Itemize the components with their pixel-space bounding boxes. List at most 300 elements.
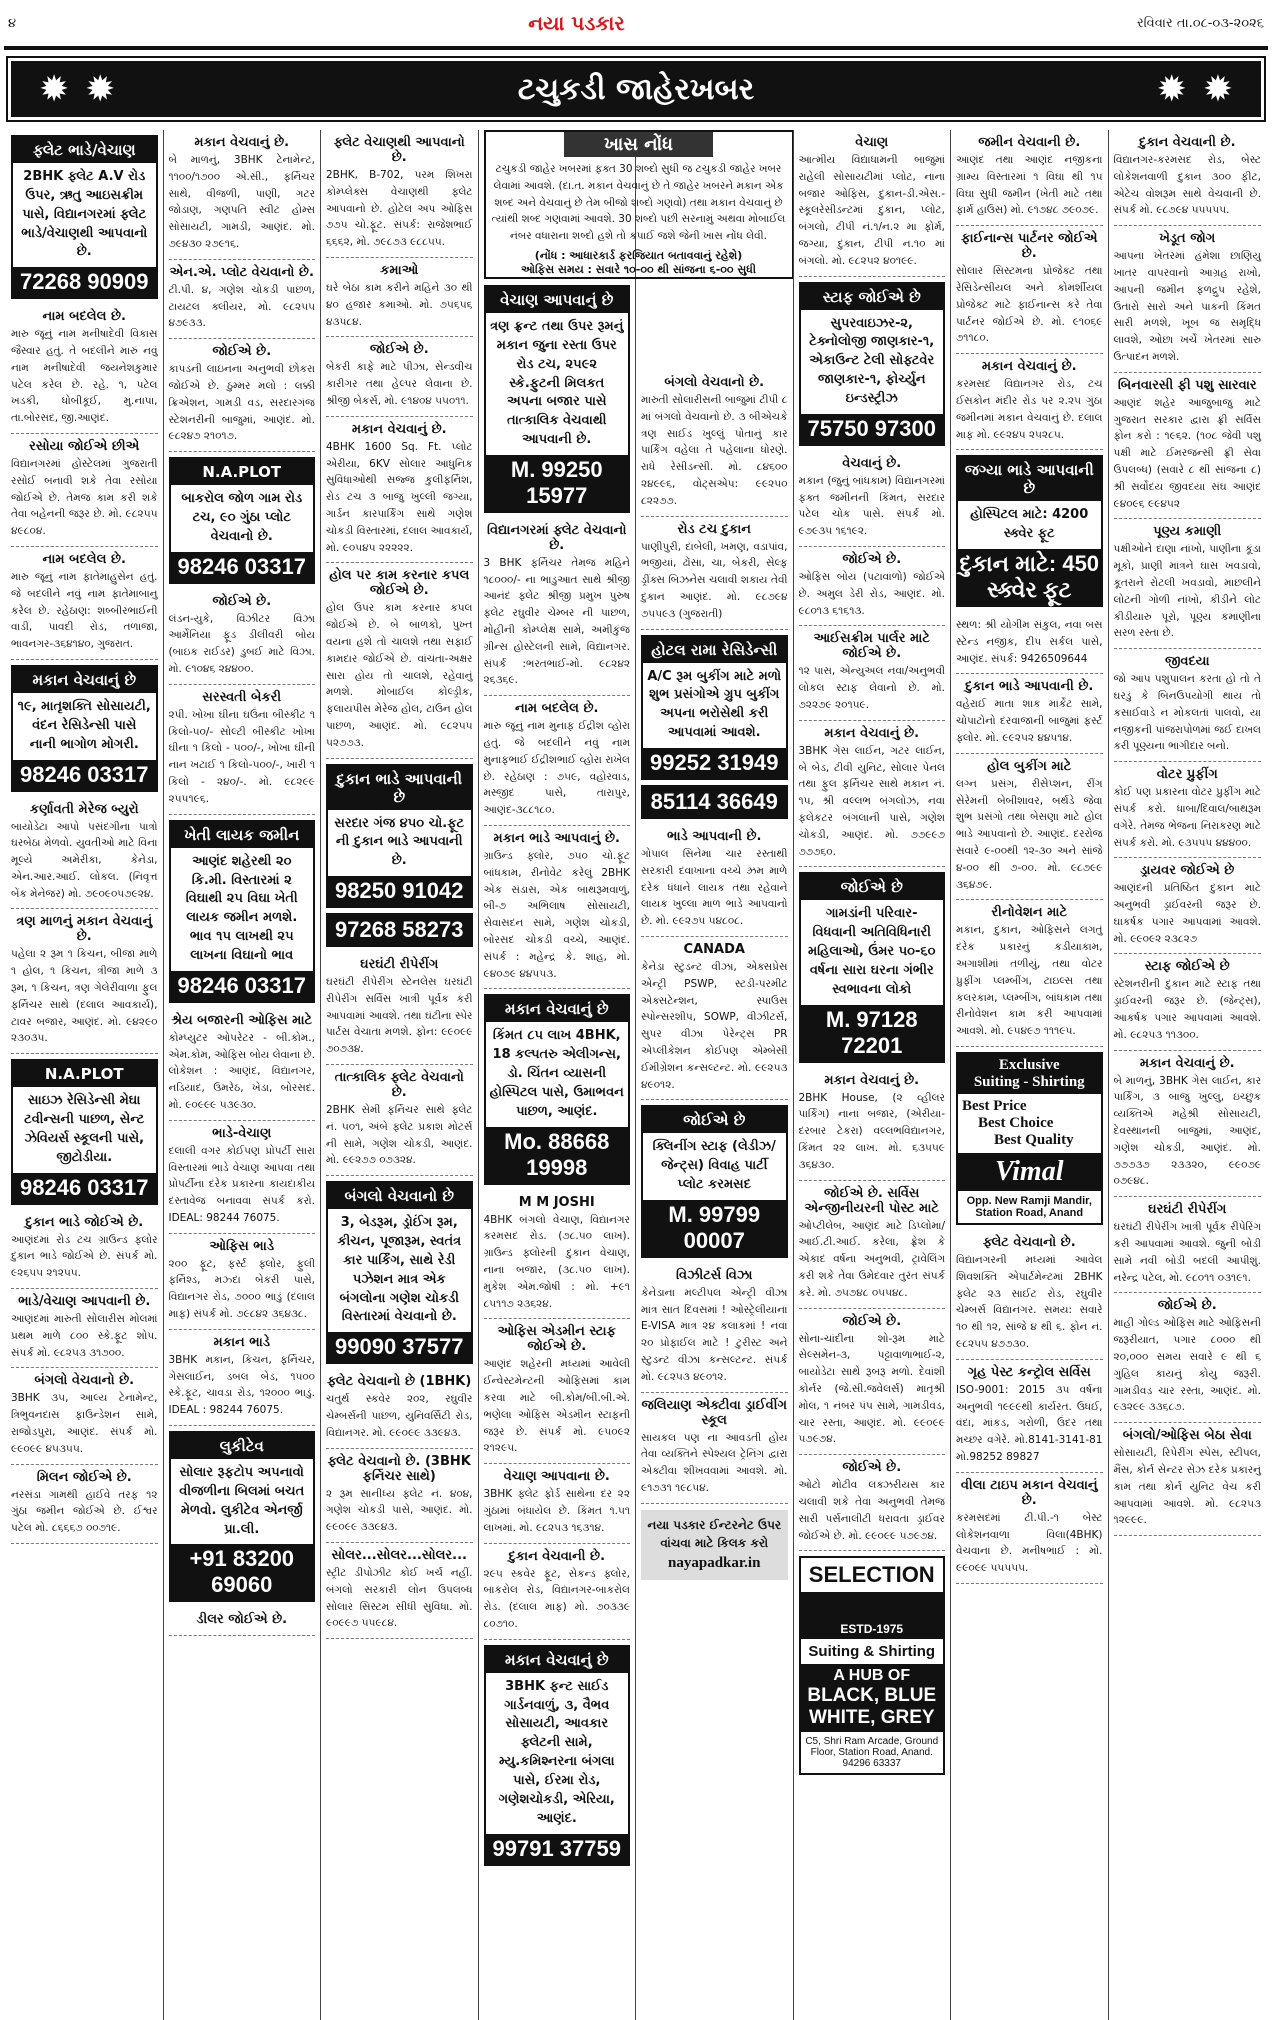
classified-ad — [169, 589, 316, 685]
classified-ad — [799, 1068, 946, 1181]
classified-ad — [326, 130, 473, 258]
ad-heading: N.A.PLOT — [13, 1061, 156, 1087]
ad-phone: 99252 31949 — [643, 748, 786, 778]
classified-ad — [799, 626, 946, 720]
ad-title: જોઈએ છે. — [842, 1460, 902, 1476]
ad-title: M M JOSHI — [518, 1194, 595, 1210]
ad-title: આઈસક્રીમ પાર્લર માટે જોઈએ છે. — [813, 631, 930, 662]
classified-ad — [11, 1368, 158, 1464]
ad-text: કોઈ પણ પ્રકારના વોટર પ્રુફીંગ માટે સંપર્ક કરો. ધાબા/દિવાલ/બાથરૂમ વગેરે. તેમજ ભેજના નિરાકરણ માટે સંપર્ક કરો. મો. ૯૩૫૫૫ ૪૪૪૦૦. — [1113, 786, 1261, 849]
ad-body: 3BHK ફન્ટ સાઈડ ગાર્ડનવાળું, ૩, વૈભવ સોસાયટી, આવકાર ફ્લેટની સામે, મ્યુ.કમિશ્નરના બંગલા પાસે, ઈરમા રોડ, ગણેશચોકડી, એરિયા, આણંદ. — [498, 1678, 615, 1826]
ad-text: ૨પી. ખોખા ઘીના ઘઉંના બીસ્કીટ ૧ કિલો-૫૦/- સોલ્ટી બીસ્કીટ ખોખા ઘીના ૧ કિલો - ૫૦૦/-, ખોખા ઘીની નાન ખટાઈ ૧ કિલો-૫૦૦/-, ખારી ૧ કિલો - ૨૪૦/-. મો. ૯૮૨૯૯ ૨૫૫૧૯૬. — [168, 708, 315, 805]
boxed-ad — [641, 785, 788, 819]
ad-text: ૨૦૦ ફૂટ, ફર્સ્ટ ફ્લોર, ફુલી ફર્નિશ્ડ, મઝ્દા બેકરી પાસે, વિદ્યાનગર રોડ, ૭૦૦૦ ભાડું (દલાલ માફ) સંપર્ક મો. ૭૯૮૪૨ ૩૬૪૩૮. — [168, 1257, 315, 1321]
ad-title: ભાડે/વેચાણ આપવાની છે. — [18, 1294, 151, 1310]
ad-title: નામ બદલેલ છે. — [515, 701, 599, 717]
ad-title: વેચાણ આપવાના છે. — [503, 1469, 610, 1485]
ad-text: આણંદમાં રોડ ટચ ગ્રાઉન્ડ ફ્લોર દુકાન ભાડે જોઈએ છે. સંપર્ક મો. ૯૨૬૫૫ ૨૧૨૫૫. — [11, 1233, 158, 1280]
ad-text: આણંદમાં મારુતી સોલારીસ મોલમાં પ્રથમ માળે ૮૦૦ સ્કે.ફૂટ શોપ. સંપર્ક મો. ૯૮૨૫૩ ૩૧૭૦૦. — [11, 1313, 158, 1359]
classified-ad — [1114, 373, 1262, 520]
ad-phone: 75750 97300 — [801, 414, 944, 444]
ad-phone: M. 99250 15977 — [486, 455, 629, 511]
boxed-ad — [326, 1181, 473, 1364]
classified-ad — [326, 1449, 473, 1543]
ad-text: ઓટો મોટીવ લક્ઝરીયસ કાર ચલાવી શકે તેવા અનુભવી તેમજ સારી પર્સનાલીટી ધરાવતા ડ્રાઈવર જોઈએ છે. મો. ૯૯૦૯૯ ૫૭૯૭૪. — [798, 1479, 945, 1542]
ad-text: કોમ્પ્યુટર ઓપરેટર - બી.કોમ., એમ.કોમ, ઓફિસ બોય લેવાના છે. લોકેશન : આણંદ, વિદ્યાનગર, નડિયાદ, ઉમરેઠ, ખેડા, બોરસદ. મો. ૯૦૯૯૯ ૫૩૯૩૦. — [168, 1031, 315, 1111]
ad-text: 4BHK બંગલો વેચાણ, વિદ્યાનગર કરમસદ રોડ. (૭૮.૫૦ લાખ). ગ્રાઉન્ડ ફ્લોરની દુકાન વેચાણ, નાના બજાર, (૩૮.૫૦ લાખ). મુકેશ એમ.જોષી : મો. +૯૧ ૮૫૧૧૭ ૨૩૬૨૪. — [483, 1213, 630, 1310]
classified-column — [6, 130, 164, 2020]
exclusive-line: Exclusive — [998, 1056, 1060, 1073]
suiting-line: Suiting - Shirting — [973, 1073, 1085, 1090]
ad-title: જોઈએ છે. — [369, 342, 429, 358]
ad-title: વોટર પ્રુફીંગ — [1156, 767, 1218, 783]
ad-title: મકાન વેચવાનું છે. — [824, 725, 920, 741]
brand-name: SELECTION — [808, 1562, 935, 1588]
classified-ad — [1114, 1423, 1262, 1536]
ad-text: જો આપ પશુપાલન કરતા હો તો તે ઘરડું કે બિનઉપયોગી થાય તો કસાઈવાડે ન મોકલતાં પાલવો, યા નજીકની પાંજરાપોળમાં જઈ દાખલ કરી પૂણ્યના ભાગીદાર બનો. — [1113, 673, 1261, 753]
classified-ad — [326, 337, 473, 416]
classified-ad — [11, 304, 158, 434]
ad-title: મકાન વેચવાનું છે. — [194, 135, 290, 150]
classified-ad — [11, 547, 158, 660]
ad-text: આણંદ શહેર આજુબાજુ માટે ગુજરાત સરકાર દ્વારા ફ્રી સર્વિસ ફોન કરો : ૧૯૬૨. (૧૦૮ જેવી પશુ પક્ષી માટે ઈમરજન્સી ફ્રી સેવા ઉપલબ્ધ) (સવારે ૮ થી સાંજના ૮) શ્રી સર્વોદય જીવદયા સંઘ આણંદ ૯૪૦૯૬ ૯૯૪૫૨ — [1113, 396, 1261, 510]
ad-title: બંગલો વેચવાનો છે. — [664, 375, 765, 390]
ad-text: આણંદ તથા આણંદ નજીકના ગ્રામ્ય વિસ્તારમાં ૧ વિઘા થી ૧૫ વિઘા સુધી જમીન (ખેતી માટે તથા ફાર્મ હાઉસ) મો. ૯૧૭૪૮ ૭૯૦૭૯. — [956, 154, 1103, 217]
section-banner — [6, 56, 1266, 122]
ad-heading: ખેતી લાયક જમીન — [171, 822, 314, 848]
ad-text: ઓપ્ટીલેબ, આણંદ માટે ડિપ્લોમા/આઈ.ટી.આઈ. કરેલા, ફ્રેશ કે એકાદ વર્ષના અનુભવી, ટ્રાવેલિંગ કરી શકે તેવા ઉમેદવાર તુરંત સંપર્ક કરે. મો. ૭૫૭૪૮ ૦૫૫૪૮. — [798, 1219, 945, 1299]
page-header — [0, 0, 1272, 46]
classified-ad — [326, 417, 473, 564]
classified-ad — [956, 754, 1103, 901]
ad-title: જોઈએ છે. — [842, 551, 902, 567]
brand-tagline: Suiting & Shirting — [808, 1643, 936, 1661]
ad-heading: મકાન વેચવાનું છે — [13, 667, 156, 693]
ad-text: સ્ટેશનરીની દુકાન માટે સ્ટાફ તથા ડ્રાઈવરની જરૂર છે. (જેન્ટ્સ), આકર્ષક પગાર આપવામાં આવશે. મો. ૯૮૨૫૩ ૧૧૩૦૦. — [1113, 978, 1261, 1041]
ad-heading: હોટલ રામા રેસિડેન્સી — [643, 637, 786, 663]
best-line: Best Choice — [978, 1114, 1054, 1131]
ad-phone: +91 83200 69060 — [171, 1544, 314, 1600]
ad-title: ફ્લેટ વેચવાનો છે. — [982, 1234, 1076, 1250]
boxed-ad — [11, 665, 158, 792]
ad-text: વિદ્યાનગરની મધ્યમાં આવેલ શિવશક્તિ એપાર્ટમેન્ટમાં 2BHK ફ્લેટ ૨૩ સાઈટ રોડ, રઘુવીર ચેમ્બર્સ વિદ્યાનગર. સમય: સવારે ૧૦ થી ૧૨, સાંજે ૪ થી ૬. ફોન નં. ૯૮૨૫૫ ૪૭૭૩૦. — [956, 1253, 1103, 1350]
ad-title: ઘરઘંટી રીપેરીંગ — [360, 957, 439, 973]
ad-title: ગૃહ પેસ્ટ કન્ટ્રોલ સર્વિસ — [967, 1364, 1091, 1380]
ad-text: ચતુર્થ સ્કવેર ૨૦૨, રઘુવીર ચેમ્બર્સની પાછળ, યુનિવર્સિટી રોડ, વિદ્યાનગર. મો. ૯૯૦૯૯ ૩૩૯૪૩. — [326, 1393, 473, 1439]
brand-address: Opp. New Ramji Mandir, Station Road, Anand — [966, 1194, 1092, 1219]
ad-title: CANADA — [683, 941, 745, 957]
classified-ad — [799, 451, 946, 547]
ad-title: સોલર...સોલર...સોલર... — [331, 1548, 467, 1564]
classified-ad — [956, 900, 1103, 1047]
ad-text: ગ્રાઉન્ડ ફ્લોર, ૭૫૦ ચો.ફૂટ બાંધકામ, રીનોવેટ કરેલું 2BHK એક સંડાસ, એક બાથરૂમવાળું, બી-૭ અભિલાષ સોસાયટી, સેવાસદન સામે, ગણેશ ચોકડી, બોરસદ ચોકડી વચ્ચે, આણંદ. સંપર્ક : મહેન્દ્ર કે. શાહ, મો. ૯૪૦૭૯ ૪૪૫૫૩. — [483, 850, 630, 980]
ad-text: કરમસદ વિદ્યાનગર રોડ, ટચ ઈસકોન મંદીર રોડ પર ૨.૨૫ ગુંઠા જમીનમાં મકાન વેચવાનું છે. દલાલ માફ મો. ૯૯૨૪૫ ૨૫૨૮૫. — [956, 378, 1103, 441]
colors-line: BLACK, BLUE — [807, 1685, 937, 1707]
ad-title: મકાન વેચવાનું છે. — [824, 1072, 920, 1088]
ad-phone: 99791 37759 — [486, 1834, 629, 1864]
ad-text: આપના ખેતરમાં હંમેશા છાણિયુ ખાતર વાપરવાનો આગ્રહ રાખો, આપની જમીન ફળદ્રુપ રહેશે, ઉતારો સારો અને પાકની કિંમત સારી મળશે, ખૂબ જ સમૃદ્ધિ લાવશે, ઓછા ખર્ચે ખેતરમાં સારુ ઉત્પાદન મળશે. — [1113, 250, 1261, 363]
ad-text: ગોપાલ સિનેમા ચાર રસ્તાથી સરકારી દવાખાના વચ્ચે ઝ્રમ માળે દરેક ધંધાને લાયક તથા રહેવાને લાયક ખુલ્લા માળ ભાડે આપવાનો છે. મો. ૯૯૨૭૫ ૫૪૮૦૮. — [641, 847, 788, 928]
ad-body: ક્લિનીંગ સ્ટાફ (લેડીઝ/જેન્ટ્સ) વિવાહ પાર્ટી પ્લોટ કરમસદ — [652, 1139, 776, 1192]
ad-heading: લુકીટેવ — [171, 1433, 314, 1459]
ad-title: ઓફિસ ભાડે — [209, 1238, 275, 1254]
notice-title: ખાસ નોંધ — [564, 132, 713, 157]
ad-title: વિદ્યાનગરમાં ફ્લેટ વેચવાનો છે. — [487, 522, 627, 553]
ad-text: 3BHK મકાન, કિચન, ફર્નિચર, ગેસલાઈન, ડબલ બેડ, ૧૫૦૦ સ્કે.ફૂટ, ચાવડા રોડ, ૧૨૦૦૦ ભાડું. IDEAL : 98244 76075. — [168, 1353, 315, 1417]
classifieds-columns — [6, 130, 1266, 2020]
classified-ad — [326, 952, 473, 1065]
ad-phone: Mo. 88668 19998 — [486, 1127, 629, 1183]
ad-title: જોઈએ છે. સર્વિસ એન્જીનીયરની પોસ્ટ માટે — [804, 1185, 939, 1216]
classified-column — [951, 130, 1109, 2020]
ad-heading: મકાન વેચવાનું છે — [486, 996, 629, 1022]
ad-title: જોઈએ છે. — [212, 593, 272, 609]
ad-body: કિંમત ૮૫ લાખ 4BHK, 18 કલ્પતરુ એલીગન્સ, ડો. ચિંતન વ્યાસની હોસ્પિટલ પાસે, ઉમાભવન પાછળ, આણંદ. — [489, 1028, 624, 1119]
classified-column — [321, 130, 479, 2020]
page-number: ૪ — [8, 15, 17, 31]
exclusive-block — [958, 1054, 1101, 1094]
ad-text: નરસંડા ગામથી હાઈવે તરફ ૧૨ ગુંઠા જમીન જોઈએ છે. ઈશ્વર પટેલ મો. ૮૬૬૬૭ ૦૦૭૧૯. — [11, 1488, 158, 1535]
ad-text: ૨૯૫ સ્કવેર ફૂટ, સેકન્ડ ફ્લોર, બાકરોલ રોડ, વિદ્યાનગર-બાકરોલ રોડ. (દલાલ માફ) મો. ૭૦૩૩૯ ૮૦૭૧૦. — [483, 1567, 630, 1630]
ad-text: આણંદ શહેરની મધ્યમાં આવેલી ઈન્વેસ્ટમેન્ટની ઓફિસમાં કામ કરવા માટે બી.કોમ/બી.બી.એ. ભણેલા ઓફિસ એડમીન સ્ટાફની જરૂર છે. સંપર્ક મો. ૯૫૦૯૨ ૨૧૨૯૫. — [483, 1358, 630, 1455]
starburst-icon: ✹ — [1156, 68, 1187, 110]
ad-text: ઘરઘંટી રીપેરીંગ સ્ટેનલેસ ઘરઘંટી રીપેરીંગ સર્વિસ ખાત્રી પૂર્વક કરી આપવામાં આવશે. તથા ઘંટીના સ્પેર પાર્ટસ વેચાતા મળશે. ફોન: ૯૯૦૯૯ ૭૦૭૩૪. — [326, 976, 473, 1056]
classified-ad — [11, 1289, 158, 1368]
ad-text: કાપડની લાઇનના અનુભવી છોકરા જોઈએ છે. ઠુમ્મર મલો : લક્કી ક્રિએશન, ગામડી વડ, સરદારગંજ સ્ટેશનરીની બાજુમાં, આણંદ. મો. ૯૮૨૪૭ ૨૧૦૧૭. — [168, 363, 315, 443]
starburst-icon: ✹ — [39, 68, 70, 110]
notice-aadhar: (નોંધ : આધારકાર્ડ ફરજિયાત બતાવવાનું રહેશે) — [534, 248, 743, 262]
ad-text: મારુ જૂનું નામ મુનાફ ઈદ્રીશ વ્હોરા હતું. જે બદલીને નવું નામ મુનાફભાઈ ઈદ્રીશભાઈ વ્હોરા રાખેલ છે. રહેઠાણ : ૭૫૯, વહોરવાડ, મસ્જીદ પાસે, તારાપુર, આણંદ-૩૮૮૧૮૦. — [483, 720, 630, 817]
ad-heading: બંગલો વેચવાનો છે — [328, 1183, 471, 1209]
ad-title: રોડ ટચ દુકાન — [677, 521, 751, 537]
ad-title: ફ્લેટ વેચવાનો છે. (3BHK ફર્નિચર સાથે) — [327, 1453, 471, 1484]
classified-ad — [641, 1393, 788, 1504]
classified-ad — [11, 1465, 158, 1544]
classified-ad — [484, 518, 631, 696]
classified-ad — [1114, 1293, 1262, 1423]
ad-text: 2BHK સેમી ફર્નિચર સાથે ફ્લેટ નં. ૫૦૧, અંબે ફ્લેટ પ્રકાશ મોટર્સ ની સામે, ગણેશ ચોકડી, આણંદ. મો. ૯૯૨૭૭ ૦૭૩૨૪. — [326, 1104, 473, 1167]
classified-ad — [484, 826, 631, 989]
ad-heading: જગ્યા ભાડે આપવાની છે — [958, 457, 1101, 501]
ad-text: સાયકલ પણ ના આવડતી હોય તેવા વ્યક્તિને સ્પેશ્યલ ટ્રેનિંગ દ્વારા એક્ટીવા શીખવવામાં આવશે. મો. ૯૧૭૩૧ ૧૯૮૫૪. — [641, 1431, 788, 1494]
ad-text: સ્ટ્રીટ ડીપોઝીટ કોઈ ખર્ચ નહીં. બંગલો સરકારી લોન ઉપલબ્ધ સોલાર સિસ્ટમ સીધી સુવિધા. મો. ૯૦૯૯૭ ૫૫૯૮૪. — [326, 1567, 473, 1630]
classified-ad — [11, 797, 158, 910]
classified-ad — [169, 339, 316, 452]
ad-title: મકાન ભાડે આપવાનું છે. — [493, 831, 620, 847]
ad-text: બાયોડેટા આપો પસંદગીના પાત્રો ઘરબેઠા મેળવો. યુવતીઓ માટે વિના મૂલ્યે અમેરીકા, કેનેડા, એન.આર.આઈ. લોકલ. (નિવૃત્ત બેંક મેનેજર) મો. ૭૯૦૯૦૫૭૯૨૪. — [11, 820, 158, 900]
ad-text: સ્થળ: શ્રી યોગીમ સંકુલ, નવા બસ સ્ટેન્ડ નજીક, દીપ સર્કલ પાસે, આણંદ. સંપર્ક: 9426509644 — [956, 619, 1103, 665]
ad-title: ફ્લેટ વેચાણથી આપવાનો છે. — [333, 135, 465, 165]
classified-ad — [956, 1473, 1103, 1584]
ad-title: વીલા ટાઇપ મકાન વેચવાનું છે. — [960, 1477, 1098, 1508]
ad-title: દુકાન ભાડે આપવાની છે. — [965, 679, 1094, 695]
ad-heading: સ્ટાફ જોઈએ છે — [801, 284, 944, 310]
classified-ad — [1114, 762, 1262, 858]
classified-ad — [956, 674, 1103, 753]
ad-text: 3 BHK ફર્નિચર તેમજ મહિને ૧૮૦૦૦/- ના ભાડુઆત સાથે શ્રીજી આનંદ ફ્લેટ શ્રીજી પ્રમુખ પુરુષ ફ્લેટ રઘુવીર ચેમ્બર ની પાછળ, મોહીની કોમ્પ્લેક્ષ સામે, અમીકુંજ ગ્રીન્સ હોસ્ટેલની સામે, વિદ્યાનગર. સંપર્ક :ભરતભાઈ-મો. ૯૮૨૪૨ ૨૬૩૬૯. — [483, 556, 630, 687]
boxed-ad — [799, 282, 946, 446]
classified-ad — [169, 685, 316, 815]
ad-heading: દુકાન ભાડે આપવાની છે — [328, 766, 471, 810]
ad-text: 3BHK ૩૫, આલ્ય ટેનામેન્ટ, ત્રિભુવનદાસ ફાઉન્ડેશન સામે, રાજોડપુરા, આણંદ. સંપર્ક મો. ૯૯૦૯૯ ૪૫૩૫૫. — [11, 1392, 158, 1455]
ad-phone: M. 99799 00007 — [643, 1200, 786, 1256]
classified-ad — [11, 434, 158, 547]
starburst-icon: ✹ — [85, 68, 116, 110]
ad-text: કેનેડા સ્ટુડન્ટ વીઝા, એક્સપ્રેસ એન્ટ્રી PSWP, સ્ટડી-પરમીટ એક્સટેન્શન, સ્પાઉસ સ્પોન્સરશીપ, SOWP, વીઝીટર્સ, સુપર વીઝા પેરેન્ટ્સ PR એપ્લીકેશન કોઈપણ એમ્બેસી ઈમીગ્રેશન કન્સલ્ટન્ટ. મો. ૯૯૨૫૩ ૪૯૦૧૨. — [641, 960, 788, 1091]
vimal-logo: Vimal — [958, 1153, 1101, 1191]
ad-phone: 98246 03317 — [171, 552, 314, 582]
classified-ad — [641, 370, 788, 517]
ad-body: સોલાર રૂફટોપ અપનાવો વીજળીના બિલમાં બચત મેળવો. લુકીટેવ એનર્જી પ્રા.લી. — [179, 1465, 305, 1537]
ad-text: સોના-ચાંદીના શો-રૂમ માટે સેલ્સમેન-૩, પટ્ટાવાળાભાઈ-૨, બાયોડેટા સાથે રૂબરૂ મળો. દેવાંશી કોર્નર (જે.સી.જવેલર્સ) માતૃશ્રી મોલ, ૧ નંબર પંપ સામે, ગામડીવડ, ચાર રસ્તા, આણંદ. મો. ૯૯૦૯૯ ૫૭૯૭૪. — [798, 1332, 945, 1446]
ad-title: બંગલો વેચવાનો છે. — [34, 1373, 135, 1389]
classified-ad — [484, 1190, 631, 1320]
ad-text: ઘરઘંટી રીપેરીંગ ખાત્રી પૂર્વક રીપેરિંગ કરી આપવામાં આવશે. જુની બોડી સામે નવી બોડી બદલી આપીશું. નરેન્દ્ર પટેલ, મો. ૯૮૦૧૧ ૦૩૧૯૧. — [1113, 1221, 1261, 1284]
ad-title: જીવદયા — [1164, 654, 1210, 670]
ad-title: ત્રણ માળનું મકાન વેચવાનું છે. — [16, 914, 153, 945]
ad-text: ઘરે બેઠા કામ કરીને મહિને ૩૦ થી ૪૦ હજાર કમાઓ. મો. ૭૫૬૫૬ ૪૩૫૮૪. — [326, 281, 473, 328]
ad-text: દલાલી વગર કોઈપણ પ્રોપર્ટી સારા વિસ્તારમાં ભાડે વેચાણ આપવા તથા પ્રોપર્ટીના દરેક પ્રકારના કાયદાકીય દસ્તાવેજ બનાવવા સંપર્ક કરો. IDEAL: 98244 76075. — [168, 1144, 315, 1224]
ad-heading: મકાન વેચવાનું છે — [486, 1647, 629, 1673]
ad-title: દુકાન ભાડે જોઈએ છે. — [25, 1214, 144, 1230]
classified-ad — [1114, 226, 1262, 373]
ad-text: ISO-9001: 2015 ૩૫ વર્ષના અનુભવી ૧૯૯૯થી કાર્યરત. ઉધઈ, વંદા, માંકડ, ગરોળી, ઉંદર તથા મચ્છર વગેરે. મો.8141-3141-81 મો.98252 89827 — [956, 1383, 1103, 1463]
ad-title: વેચાણ — [855, 135, 889, 150]
classified-ad — [1114, 649, 1262, 762]
classified-ad — [169, 1008, 316, 1121]
ad-title: નામ બદલેલ છે. — [42, 551, 126, 567]
ad-text: ઓફિસ બોય (પટાવાળો) જોઈએ છે. અમુલ ડેરી રોડ, આણંદ. મો. ૯૮૦૧૩ ૬૧૬૧૩. — [798, 570, 945, 617]
classified-ad — [956, 354, 1103, 450]
ad-title: પૂણ્ય કમાણી — [1153, 524, 1222, 540]
ad-text: મકાન (જુનું બાંધકામ) વિદ્યાનગરમાં ફક્ત જમીનની કિંમત, સરદાર પટેલ ચોક પાસે. સંપર્ક મો. ૯૭૯૩૫ ૧૬૧૯૨. — [798, 474, 945, 538]
ad-title: વેચવાનું છે. — [842, 455, 902, 471]
boxed-ad — [799, 872, 946, 1062]
ad-title: કમાઓ — [380, 262, 419, 278]
classified-ad — [169, 1607, 316, 1636]
ad-text: પાણીપુરી, દાબેલી, ખમણ, વડાપાંવ, ભજીયાં, ઢોંસા, ચા, બેકરી, સેલ્ફ ડ્રીંક્સ બિઝનેસ ચલાવી શકાય તેવી દુકાન આણંદ. મો. ૯૮૭૯૪ ૭૫૫૯૩ (ગુજરાતી) — [641, 540, 788, 620]
ad-title: નામ બદલેલ છે. — [42, 309, 126, 325]
classified-ad — [169, 1234, 316, 1330]
ad-title: બંગલો/ઓફિસ બેઠા સેવા — [1122, 1428, 1252, 1444]
ad-text: ૨ રૂમ સાનીધ્ય ફ્લેટ નં. ૪૦૪, ગણેશ ચોકડી પાસે, આણંદ. મો. ૯૯૦૯૯ ૩૩૯૪૩. — [326, 1487, 473, 1534]
ad-text: 3BHK ગેસ લાઈન, ગટર લાઈન, બે બેડ, ટીવી યુનિટ, સોલાર પેનલ તથા ફુલ ફર્નિચર સાથે મકાન નં. ૧૫, શ્રી વલ્લભ બંગલોઝ, નવા ફલેકટર બંગલાની પાસે, ગણેશ ચોકડી, આણંદ. મો. ૭૭૯૯૭ ૭૭૭૬૦. — [798, 744, 945, 858]
best-block — [958, 1094, 1101, 1153]
boxed-ad — [11, 135, 158, 299]
header-rule — [4, 46, 1268, 50]
ad-body: ગામડાંની પરિવાર-વિધવાની અતિવિધિનારી મહિલાઓ, ઉંમર ૫૦-૬૦ વર્ષના સારા ઘરના ગંભીર સ્વભાવના લોકો — [808, 906, 936, 997]
ad-title: મકાન વેચવાનું છે. — [351, 421, 447, 437]
ad-body: હોસ્પિટલ માટે: 4200 સ્ક્વેર ફૂટ — [970, 507, 1089, 542]
ad-body: 3, બેડરૂમ, ડ્રોઈંગ રૂમ, કીચન, પૂજારૂમ, સ્વતંત્ર કાર પાર્કિંગ, સાથે રેડી પઝેશન માત્ર એક બંગલોના ગણેશ ચોકડી વિસ્તારમાં વેચવાનો છે. — [337, 1215, 462, 1325]
classified-ad — [484, 1464, 631, 1543]
ad-title: વિઝીટર્સ વિઝા — [676, 1267, 753, 1283]
starburst-icon: ✹ — [1202, 68, 1233, 110]
ad-heading: N.A.PLOT — [171, 459, 314, 485]
ad-title: ઓફિસ એડમીન સ્ટાફ જોઈએ છે. — [497, 1324, 616, 1355]
ad-title: સ્ટાફ જોઈએ છે — [1144, 959, 1230, 975]
ad-title: ભાડે આપવાની છે. — [667, 828, 762, 844]
ad-text: મારુતી સોલારીસની બાજુમાં ટીપી ૮ માં બંગલો વેચવાનો છે. ૩ બીએચકે ત્રણ સાઈડ ખુલ્લું પોતાનું કાર પાર્કિંગ વહેલા તે પહેલાના ધોરણે. રાધે રેસીડન્સી. મો. ૮૪૬૦૦ ૨૪૯૯૬, વોટ્સએપ: ૯૯૨૫૦ ૮૨૨૭૭. — [641, 394, 788, 507]
ad-phone: 97268 58273 — [328, 915, 471, 945]
boxed-ad — [169, 820, 316, 1003]
classified-ad — [1114, 130, 1262, 226]
classified-ad — [11, 1210, 158, 1289]
website-link[interactable]: nayapadkar.in — [668, 1554, 761, 1571]
selection-ad — [799, 1556, 946, 1775]
classified-ad — [641, 1263, 788, 1393]
boxed-ad — [956, 455, 1103, 607]
ad-title: દુકાન વેચવાની છે. — [508, 1548, 606, 1564]
ad-body: ત્રણ ફ્રન્ટ તથા ઉપર રૂમનું મકાન જુના રસ્તા ઉપર રોડ ટચ, ૨૫૯૨ સ્કે.ફુટની મિલકત અપના બજાર પાસે તાત્કાલિક વેચવાથી આપવાની છે. — [490, 318, 624, 448]
ad-title: મકાન વેચવાનું છે. — [1139, 1055, 1235, 1071]
hub-label: A HUB OF — [833, 1667, 911, 1685]
ad-title: તાત્કાલિક ફ્લેટ વેચવાનો છે. — [334, 1070, 464, 1101]
ad-text: મારુ જૂનું નામ મનીષાદેવી વિકાસ જૈસ્વાર હતું. તે બદલીને મારું નવું નામ મનીષાદેવી જયનેશકુમાર પટેલ કરેલ છે. રહે. ૧, પટેલ ખડકી, ધોબીકૂઈ, મુ.નાપા, તા.બોરસદ, જી.આણંદ. — [11, 328, 158, 425]
ad-title: રીનોવેશન માટે — [991, 905, 1068, 921]
classified-ad — [1114, 858, 1262, 954]
classified-ad — [484, 1319, 631, 1464]
ad-body: સુપરવાઇઝર-૨, ટેક્નોલોજી જાણકાર-૧, એકાઉન્ટ ટેલી સોફ્ટવેર જાણકાર-૧, ફોર્ચ્યુન ઇન્ડસ્ટ્રીઝ — [809, 315, 935, 406]
classified-ad — [326, 1065, 473, 1176]
ad-phone: 85114 36649 — [643, 787, 786, 817]
notice-office-timing: ઓફિસ સમય : સવારે ૧૦-૦૦ થી સાંજના ૬-૦૦ સુધી — [520, 262, 757, 276]
boxed-ad — [169, 457, 316, 584]
issue-date: રવિવાર તા.૦૮-૦૩-૨૦૨૬ — [1136, 15, 1264, 31]
ad-text: વિદ્યાનગર-કરમસદ રોડ, બેસ્ટ લોકેશનવાળી દુકાન ૩૦૦ ફીટ, એટેચ વોશરૂમ સાથે વેચવાની છે. સંપર્ક મો. ૯૮૭૯૪ ૫૫૫૫૫. — [1113, 154, 1261, 217]
website-promo — [641, 1510, 788, 1581]
classified-ad — [1114, 519, 1262, 649]
classified-ad — [484, 1544, 631, 1640]
ad-title: જમીન વેચવાની છે. — [978, 135, 1081, 150]
ad-phone: 98250 91042 — [328, 876, 471, 906]
ad-body: ૧૯, માતૃશક્તિ સોસાયટી, વંદન રેસિડેન્સી પાસે નાની ભાગોળ મોગરી. — [17, 698, 151, 752]
boxed-ad — [326, 764, 473, 909]
classified-ad — [326, 1543, 473, 1639]
ad-title: જલિયાણ એક્ટીવા ડ્રાઈવીંગ સ્કૂલ — [641, 1397, 787, 1428]
ad-text: પહેલા ૨ રૂમ ૧ કિચન, બીજા માળે ૧ હોલ, ૧ કિચન, ત્રીજા માળે ૩ રૂમ, ૧ કિચન, ત્રણ ગેલેરીવાળા ફુલ ફર્નિચર સાથે (દલાલ આવકાર્ય), ટાવર બજાર, આણંદ. મો. ૯૪૨૯૦ ૨૩૦૩૫. — [11, 948, 158, 1045]
ad-title: ઘરઘંટી રીપેરીંગ — [1148, 1202, 1227, 1218]
classified-ad — [1114, 954, 1262, 1050]
ad-text: બેકરી કાફે માટે પીઝા, સેન્ડવીચ કારીગર તથા હેલ્પર લેવાના છે. શ્રીજી બેકર્સ, મો. ૯૧૪૦૪ ૫૫૦૧૧. — [326, 361, 473, 407]
boxed-ad — [484, 1645, 631, 1866]
ad-phone: દુકાન માટે: 450 સ્ક્વેર ફૂટ — [958, 549, 1101, 605]
ad-title: ફાઈનાન્સ પાર્ટનર જોઈએ છે. — [961, 231, 1098, 262]
ad-title: મિલન જોઈએ છે. — [36, 1469, 132, 1485]
ad-title: હોલ પર કામ કરનાર કપલ જોઈએ છે. — [329, 568, 470, 599]
best-line: Best Quality — [994, 1131, 1074, 1148]
boxed-ad — [641, 1105, 788, 1258]
section-title: ટચુકડી જાહેરખબર — [517, 71, 755, 107]
ad-text: વહેરાઈ માતા શાક માર્કેટ સામે, ચોપાટોનો દરવાજાની બાજુમાં ફર્સ્ટ ફ્લોર. મો. ૯૯૨૫૨ ૪૪૫૧૪. — [956, 698, 1103, 745]
classified-ad — [641, 937, 788, 1100]
classified-ad — [326, 258, 473, 337]
classified-ad — [1114, 1051, 1262, 1198]
classified-ad — [326, 1369, 473, 1448]
ad-title: સરસ્વતી બેકરી — [202, 689, 282, 705]
ad-text: 3BHK ફ્લેટ ફોર્ડ સાથેના દર ૨૨ ગુંઠામાં બંધાયેલ છે. કિંમત ૧.૫૧ લાખમાં. મો. ૯૮૨૫૩ ૧૬૩૧૪. — [483, 1488, 630, 1534]
ad-text: લંડન-યુકે, વિઝીટર વિઝા આર્મેનિયા ફૂડ ડીલીવરી બોય (બાઇક રાઈડર) ડુબઈ માટે વિઝા. મો. ૯૧૦૪૬ ૨૪૪૦૦. — [168, 612, 315, 676]
ad-text: વિદ્યાનગરમાં હોસ્ટેલમાં ગુજરાતી રસોઈ બનાવી શકે તેવા રસોયા જોઈએ છે. તેમજ કામ કરી શકે તેવા બહેનની જરૂર છે. મો. ૯૮૨૫૫ ૪૯૮૦૪. — [11, 458, 158, 538]
ad-title: રસોયા જોઈએ છીએ — [29, 439, 140, 454]
ad-text: ટી.પી. ૪, ગણેશ ચોકડી પાછળ, ટાયટલ ક્લીયર, મો. ૯૮૨૫૫ ૪૭૯૩૩. — [168, 283, 315, 330]
promo-text: નયા પડકાર ઈન્ટરનેટ ઉપર વાંચવા માટે કિલક કરો — [647, 1517, 782, 1550]
classified-ad — [799, 1309, 946, 1456]
ad-phone: 98246 03317 — [13, 1173, 156, 1203]
ad-title: ખેડૂત જોગ — [1159, 231, 1216, 247]
classified-ad — [641, 517, 788, 630]
classified-ad — [799, 1181, 946, 1309]
notice-spacer — [641, 130, 788, 370]
ad-text: મારુ જૂનું નામ ફાતેમાહુસેન હતું. જે બદલીને નવું નામ ફાતેમાબાનુ કરેલ છે. રહેઠાણ: શબ્બીરભાઈની વાડી, પાવદી રોડ, તળાજા, ભાવનગર-૩૬૪૧૪૦, ગુજરાત. — [11, 570, 158, 651]
boxed-ad — [169, 1431, 316, 1602]
ad-body: 2BHK ફ્લેટ A.V રોડ ઉપર, ઋતુ આઇસક્રીમ પાસે, વિદ્યાનગરમાં ફ્લેટ ભાડે/વેચાણથી આપવાનો છે. — [21, 169, 148, 260]
ad-text: માહી ગોલ્ડ ઓફિસ માટે ઓફિસની જરૂરીયાત, પગાર ૮૦૦૦ થી ૨૦,૦૦૦ સમય સવારે ૯ થી ૬ ગુહિલ કાયનું કોયુ જરૂરી. ગામડીવડ ચાર રસ્તા, આણંદ. મો. ૯૩૨૯૯ ૩૩૬૮૭. — [1113, 1317, 1261, 1414]
classified-ad — [956, 130, 1103, 226]
boxed-ad — [11, 1059, 158, 1204]
ad-text: હોલ ઉપર કામ કરનાર કપલ જોઈએ છે. બે બાળકો, પુખ્ત વયના હશે તો ચાલશે તથા સફાઈ કામદાર જોઈએ છે. વાંચતા-અક્ષર સારા હોય તો ચાલશે, રહેવાનું મળશે. મોબાઈલ કોલ્ડ્રીક, ફલાયપીસ મેરેજ હોલ, ટાઉન હોલ પાછળ, આણંદ. મો. ૯૮૨૫૫ ૫૨૭૭૩. — [326, 602, 473, 749]
classified-ad — [799, 721, 946, 868]
ad-heading: ફ્લેટ ભાડે/વેચાણ — [13, 137, 156, 163]
ad-title: જોઈએ છે. — [212, 344, 272, 360]
vimal-ad — [956, 1052, 1103, 1225]
ad-text: મકાન, દુકાન, ઓફિસને લગતું દરેક પ્રકારનું કડીયાકામ, અગાશીમાં તળીયું, તથા વોટર પ્રુફીંગ પ્લમ્બીંગ, ટાઇલ્સ તથા કલરકામ, પ્લમ્બીંગ, બાંધકામ તથા રીનોવેશન કામ કરી આપવામાં આવશે. મો. ૯૫૪૯૭ ૧૧૧૯૫. — [956, 924, 1103, 1038]
classified-ad — [169, 1121, 316, 1234]
ad-title: ફ્લેટ વેચવાનો છે (1BHK) — [327, 1374, 472, 1390]
classified-ad — [169, 1330, 316, 1426]
ad-text: સોસાયટી, રિપેરીંગ સ્પેસ, સ્ટીપલ, મૈંસ, કોર્ન સેન્ટર સેઝ દરેક પ્રકારનું કામ તથા કોર્ન યુનિટ વેચ કરી આપવામાં આવશે. મો. ૯૮૨૫૩ ૧૨૯૯૯. — [1113, 1447, 1261, 1527]
classified-ad — [11, 909, 158, 1054]
classified-ad — [956, 1230, 1103, 1360]
brand-estd: ESTD-1975 — [801, 1592, 944, 1639]
ad-text: પક્ષીઓને દાણા નાંખો, પાણીના કૂંડા મૂકો, પ્રાણી માત્રને ઘાસ ખવડાવો, કૂતરાને રોટલી ખવડાવો, માછલીને લોટની ગોળી નાંખો, કીડીને લોટ કીડીયારુ પૂરો, પૂણ્ય કમાણીના સરળ રસ્તા છે. — [1113, 543, 1261, 640]
ad-text: 2BHK House, (૨ વ્હીલર પાર્કિંગ) નાના બજાર, (એરીયા-દરબાર ટેકરા) વલ્લભવિદ્યાનગર, કિંમત ૨૨ લાખ. મો. ૬૩૫૫૯ ૩૬૪૩૦. — [798, 1091, 945, 1171]
ad-text: કરમસદમાં ટી.પી.-૧ બેસ્ટ લોકેશનવાળા વિલા(4BHK) વેચવાના છે. મનીષભાઈ : મો. ૯૯૦૯૯ ૫૫૫૫૫. — [956, 1511, 1103, 1575]
ad-title: શ્રેય બજારની ઓફિસ માટે — [171, 1012, 313, 1028]
classified-ad — [1114, 1197, 1262, 1293]
best-line: Best Price — [962, 1097, 1027, 1114]
ad-title: જોઈએ છે. — [842, 1313, 902, 1329]
classified-ad — [799, 547, 946, 626]
classified-ad — [799, 1455, 946, 1551]
classified-ad — [641, 824, 788, 937]
boxed-ad — [484, 994, 631, 1184]
ad-body: સાઇઝ રેસિડેન્સી મેઘા ટવીન્સની પાછળ, સેન્ટ ઝેવિયર્સ સ્કૂલની પાસે, જીટોડીયા. — [24, 1093, 145, 1165]
ad-title: એન.એ. પ્લોટ વેચવાનો છે. — [169, 264, 314, 280]
ad-title: બિનવારસી ફી પશુ સારવાર — [1117, 377, 1257, 393]
ad-text: 4BHK 1600 Sq. Ft. પ્લોટ એરીયા, 6KV સોલાર આધુનિક સુવિધાઓથી સજ્જ કુલીફર્નિશ, રોડ ટચ ૩ બાજુ ખુલ્લી જગ્યા, ગાર્ડન કારપાર્કિંગ સાથે ગણેશ ચોકડી વિસ્તારમાં, દલાલ આવકાર્ય, મો. ૯૦૫૪૫ ૨૨૨૨૨. — [326, 440, 473, 554]
ad-text: લગ્ન પ્રસંગ, રીસેપ્શન, રીંગ સેરેમની બેબીશાવર, બર્થડે જેવા શુભ પ્રસંગો તથા બેસણા માટે હોલ ભાડે આપવાનો છે. આણંદ. દરરોજ સવારે ૯-૦૦થી ૧૨-૩૦ અને સાંજે ૪-૦૦ થી ૭-૦૦. મો. ૯૮૭૯૯ ૩૬૪૭૯. — [956, 777, 1103, 891]
ad-text: 2BHK, B-702, પરમ શિખરા કોમ્પ્લેક્સ વેચાણથી ફ્લેટ આપવાનો છે. હોટેલ અપ ઓફિસ ૭૭૫ ચો.ફૂટ. સંપર્ક: રાજેશભાઈ ૬૬૬૨, મો. ૭૯૮૭૩ ૯૮૮૫૫. — [326, 169, 473, 249]
ad-text: આત્મીય વિદ્યાધામની બાજુમાં રાહેલી સોસાયટીમાં પ્લોટ, નાના બજાર ઓફિસ, દુકાન-ડી.એસ.-સ્કૂલરેસીડન્ટમાં દુકાન, પ્લોટ, બંગલો, ટીપી નં.૧/ન.૨ મા ફોર્મ, જગ્યા, દુકાન, ટીપી ન.૧૦ માં બંગલો. મો. ૯૮૨૫૨ ૪૦૧૯૯. — [798, 154, 945, 267]
classified-ad — [956, 612, 1103, 674]
ad-title: ડ્રાયવર જોઈએ છે — [1140, 863, 1235, 879]
ad-text: કેનેડાના મલ્ટીપલ એન્ટ્રી વીઝા માત્ર સાત દિવસમાં ! ઓસ્ટ્રેલીયાના E-VISA માત્ર ૨૪ કલાકમાં ! નવા ૨૦ પ્રોફાઈલ માટે ! ટુરીસ્ટ અને સ્ટુડન્ટ વીઝા કન્સલ્ટન્ટ. સંપર્ક મો. ૯૮૨૫૩ ૪૯૦૧૨. — [641, 1286, 788, 1383]
classified-ad — [484, 696, 631, 826]
ad-text: ૧૨ પાસ, એન્યુઅલ નવા/અનુભવી લોકલ સ્ટાફ લેવાનો છે. મો. ૭૨૨૭૯ ૨૦૧૫૯. — [798, 665, 945, 711]
ad-phone: 72268 90909 — [13, 267, 156, 297]
boxed-ad — [641, 635, 788, 780]
ad-title: કર્ણાવતી મેરેજ બ્યુરો — [29, 801, 139, 817]
classified-ad — [326, 563, 473, 758]
classified-column — [794, 130, 952, 2020]
brand-colors-block — [801, 1664, 944, 1732]
ad-title: મકાન ભાડે — [213, 1334, 270, 1350]
ad-title: હોલ બુકીંગ માટે — [987, 758, 1072, 774]
ad-text: આણંદની પ્રતિષ્ઠિત દુકાન માટે અનુભવી ડ્રાઈવરની જરૂર છે. ઘાકર્ષક પગાર આપવામાં આવશે. મો. ૯૯૦૯૨ ૨૩૮૨૭ — [1113, 882, 1261, 945]
ad-heading: જોઈએ છે — [643, 1107, 786, 1133]
boxed-ad — [484, 285, 631, 513]
